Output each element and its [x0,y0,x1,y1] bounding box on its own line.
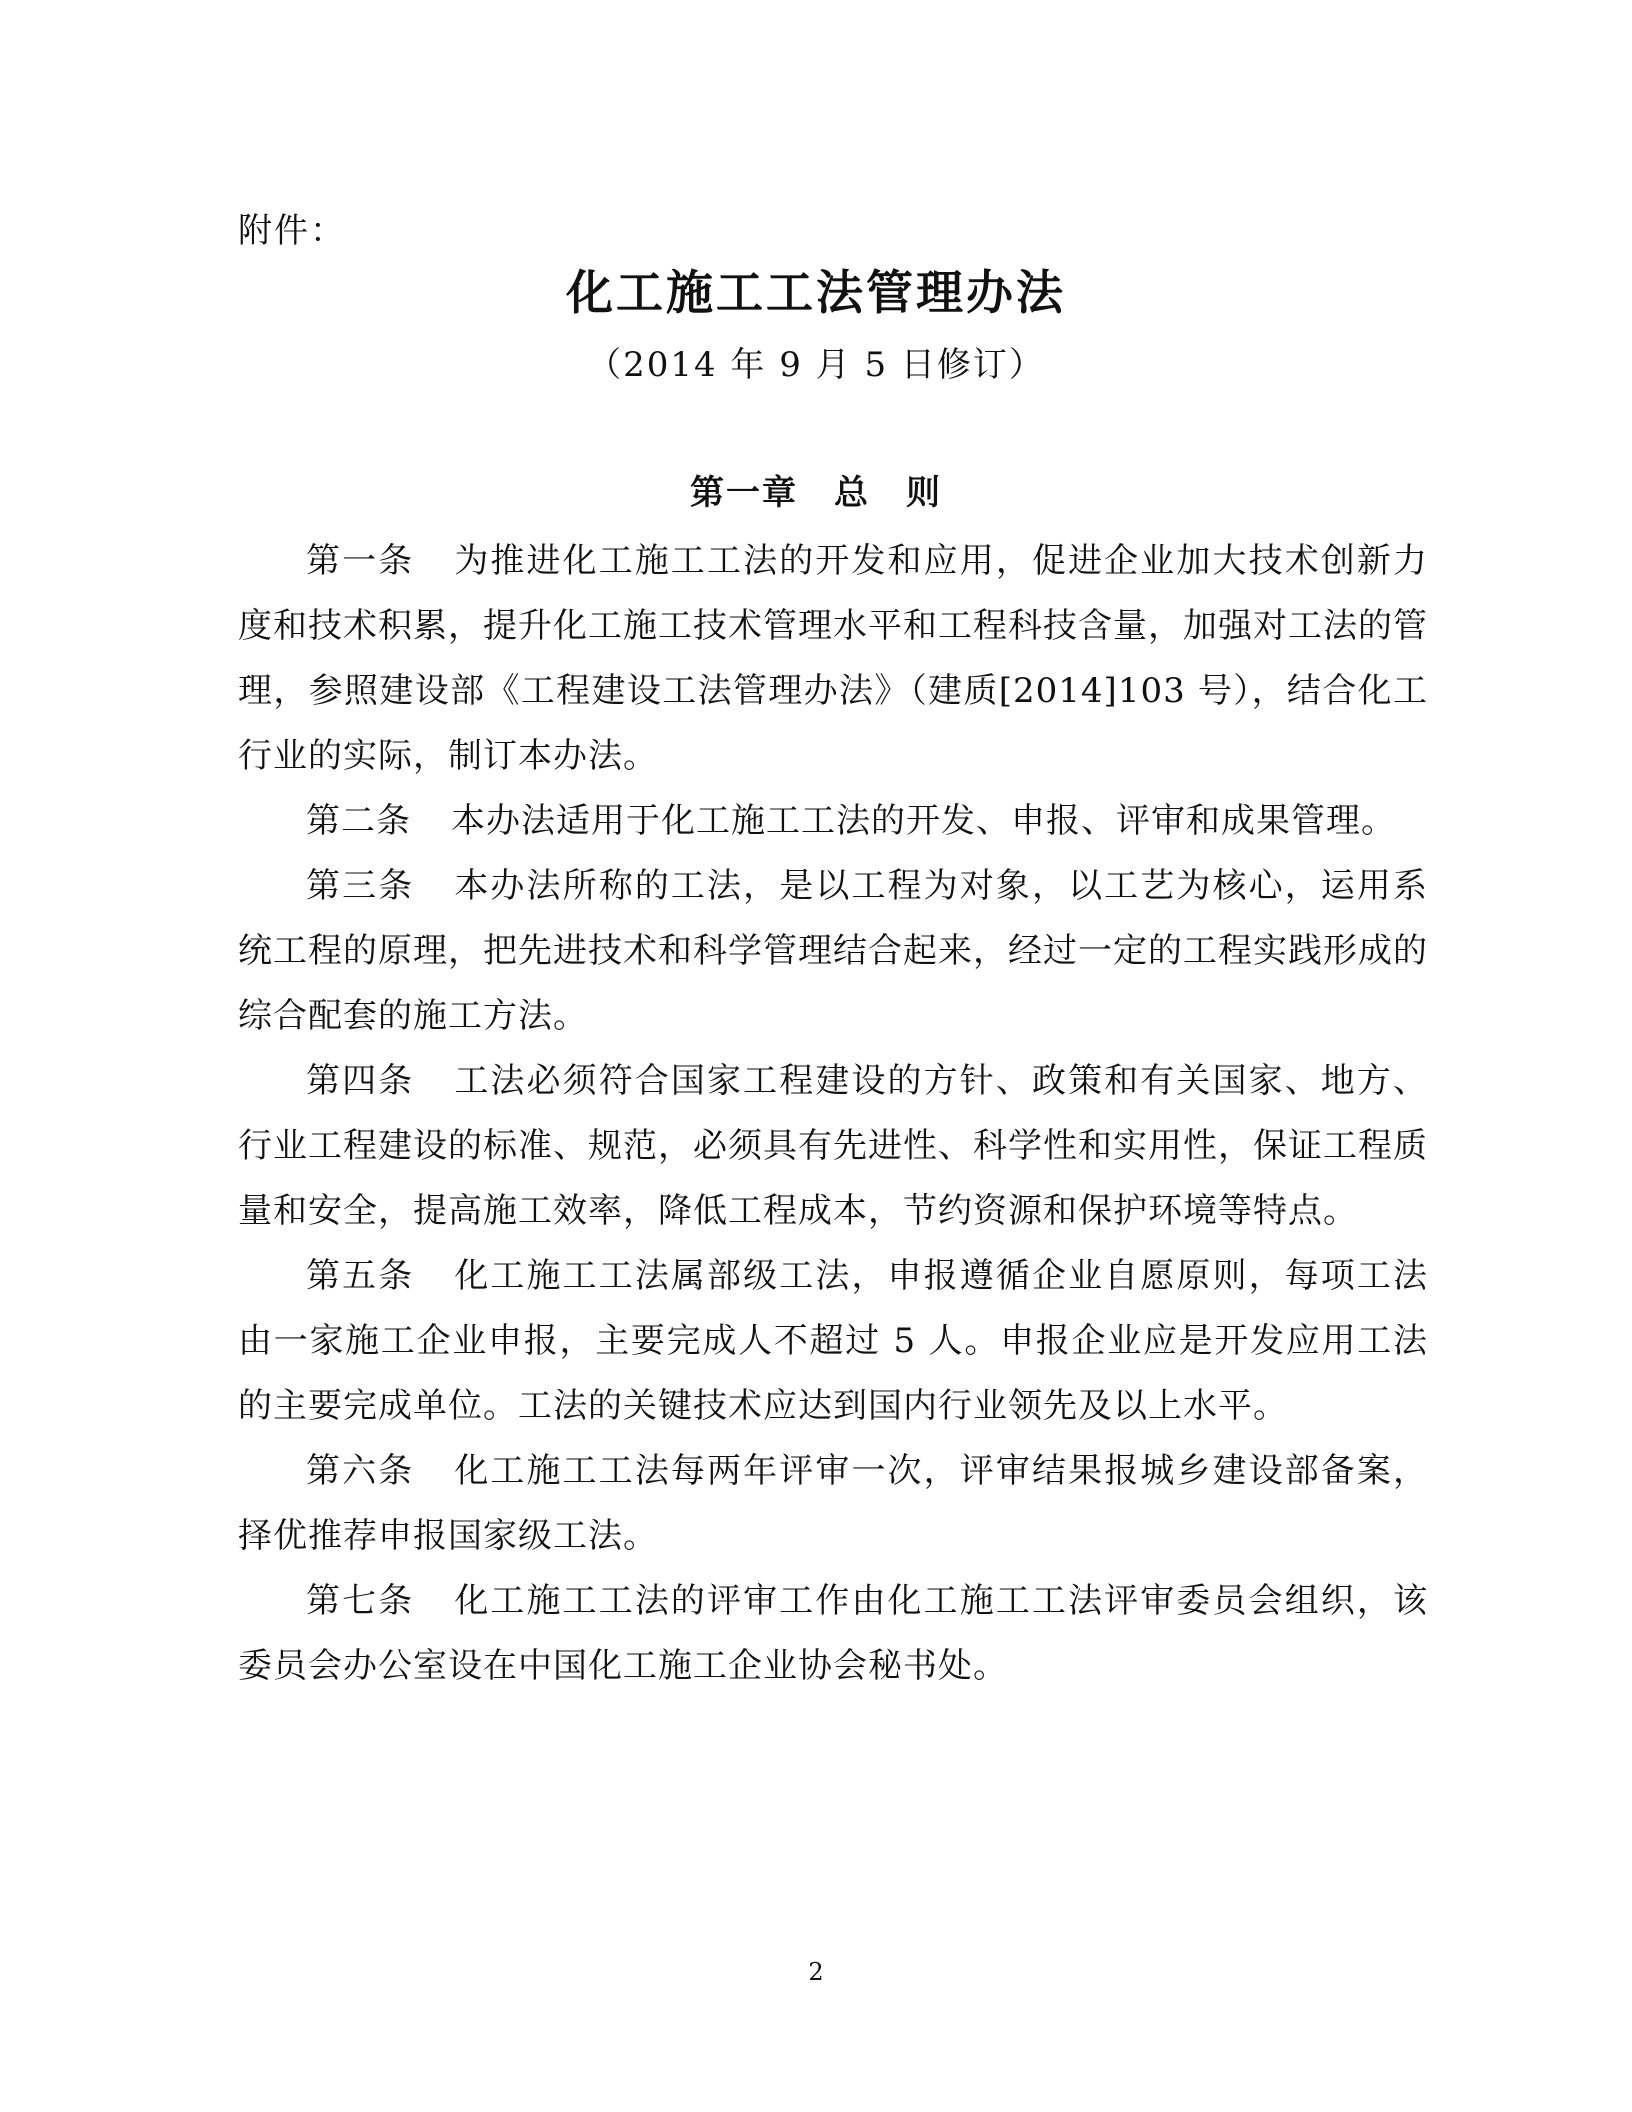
article-7 [238,1569,1428,1699]
article-text: 本办法所称的工法，是以工程为对象，以工艺为核心，运用系统工程的原理，把先进技术和科学管理结合起来，经过一定的工程实践形成的综合配套的施工方法。 [238,866,1429,1036]
page-number: 2 [808,1958,824,1986]
article-number: 第四条 [306,1061,415,1101]
article-2 [238,789,1428,854]
article-number: 第七条 [306,1581,415,1621]
article-text: 为推进化工施工工法的开发和应用，促进企业加大技术创新力度和技术积累，提升化工施工技术管理水平和工程科技含量，加强对工法的管理，参照建设部《工程建设工法管理办法》（建质[2014]103 号），结合化工行业的实际，制订本办法。 [238,541,1429,776]
article-number: 第一条 [306,541,415,581]
article-number: 第五条 [306,1256,415,1296]
chapter-heading: 第一章 总 则 [690,473,942,513]
attachment-label: 附件： [238,211,346,251]
article-text: 化工施工工法属部级工法，申报遵循企业自愿原则，每项工法由一家施工企业申报，主要完成人不超过 5 人。申报企业应是开发应用工法的主要完成单位。工法的关键技术应达到国内行业领先及以上水平。 [238,1256,1429,1426]
revision-date: （2014 年 9 月 5 日修订） [587,345,1045,385]
article-1 [238,529,1428,789]
article-text: 化工施工工法每两年评审一次，评审结果报城乡建设部备案，择优推荐申报国家级工法。 [238,1451,1429,1556]
document-body [238,529,1428,1699]
document-title: 化工施工工法管理办法 [566,266,1066,321]
article-5 [238,1244,1428,1439]
article-4 [238,1049,1428,1244]
article-number: 第二条 [306,801,411,841]
article-text: 本办法适用于化工施工工法的开发、申报、评审和成果管理。 [451,801,1396,841]
article-text: 化工施工工法的评审工作由化工施工工法评审委员会组织，该委员会办公室设在中国化工施工企业协会秘书处。 [238,1581,1429,1686]
article-3 [238,854,1428,1049]
article-number: 第六条 [306,1451,415,1491]
article-6 [238,1439,1428,1569]
article-text: 工法必须符合国家工程建设的方针、政策和有关国家、地方、行业工程建设的标准、规范，必须具有先进性、科学性和实用性，保证工程质量和安全，提高施工效率，降低工程成本，节约资源和保护环境等特点。 [238,1061,1429,1231]
article-number: 第三条 [306,866,415,906]
